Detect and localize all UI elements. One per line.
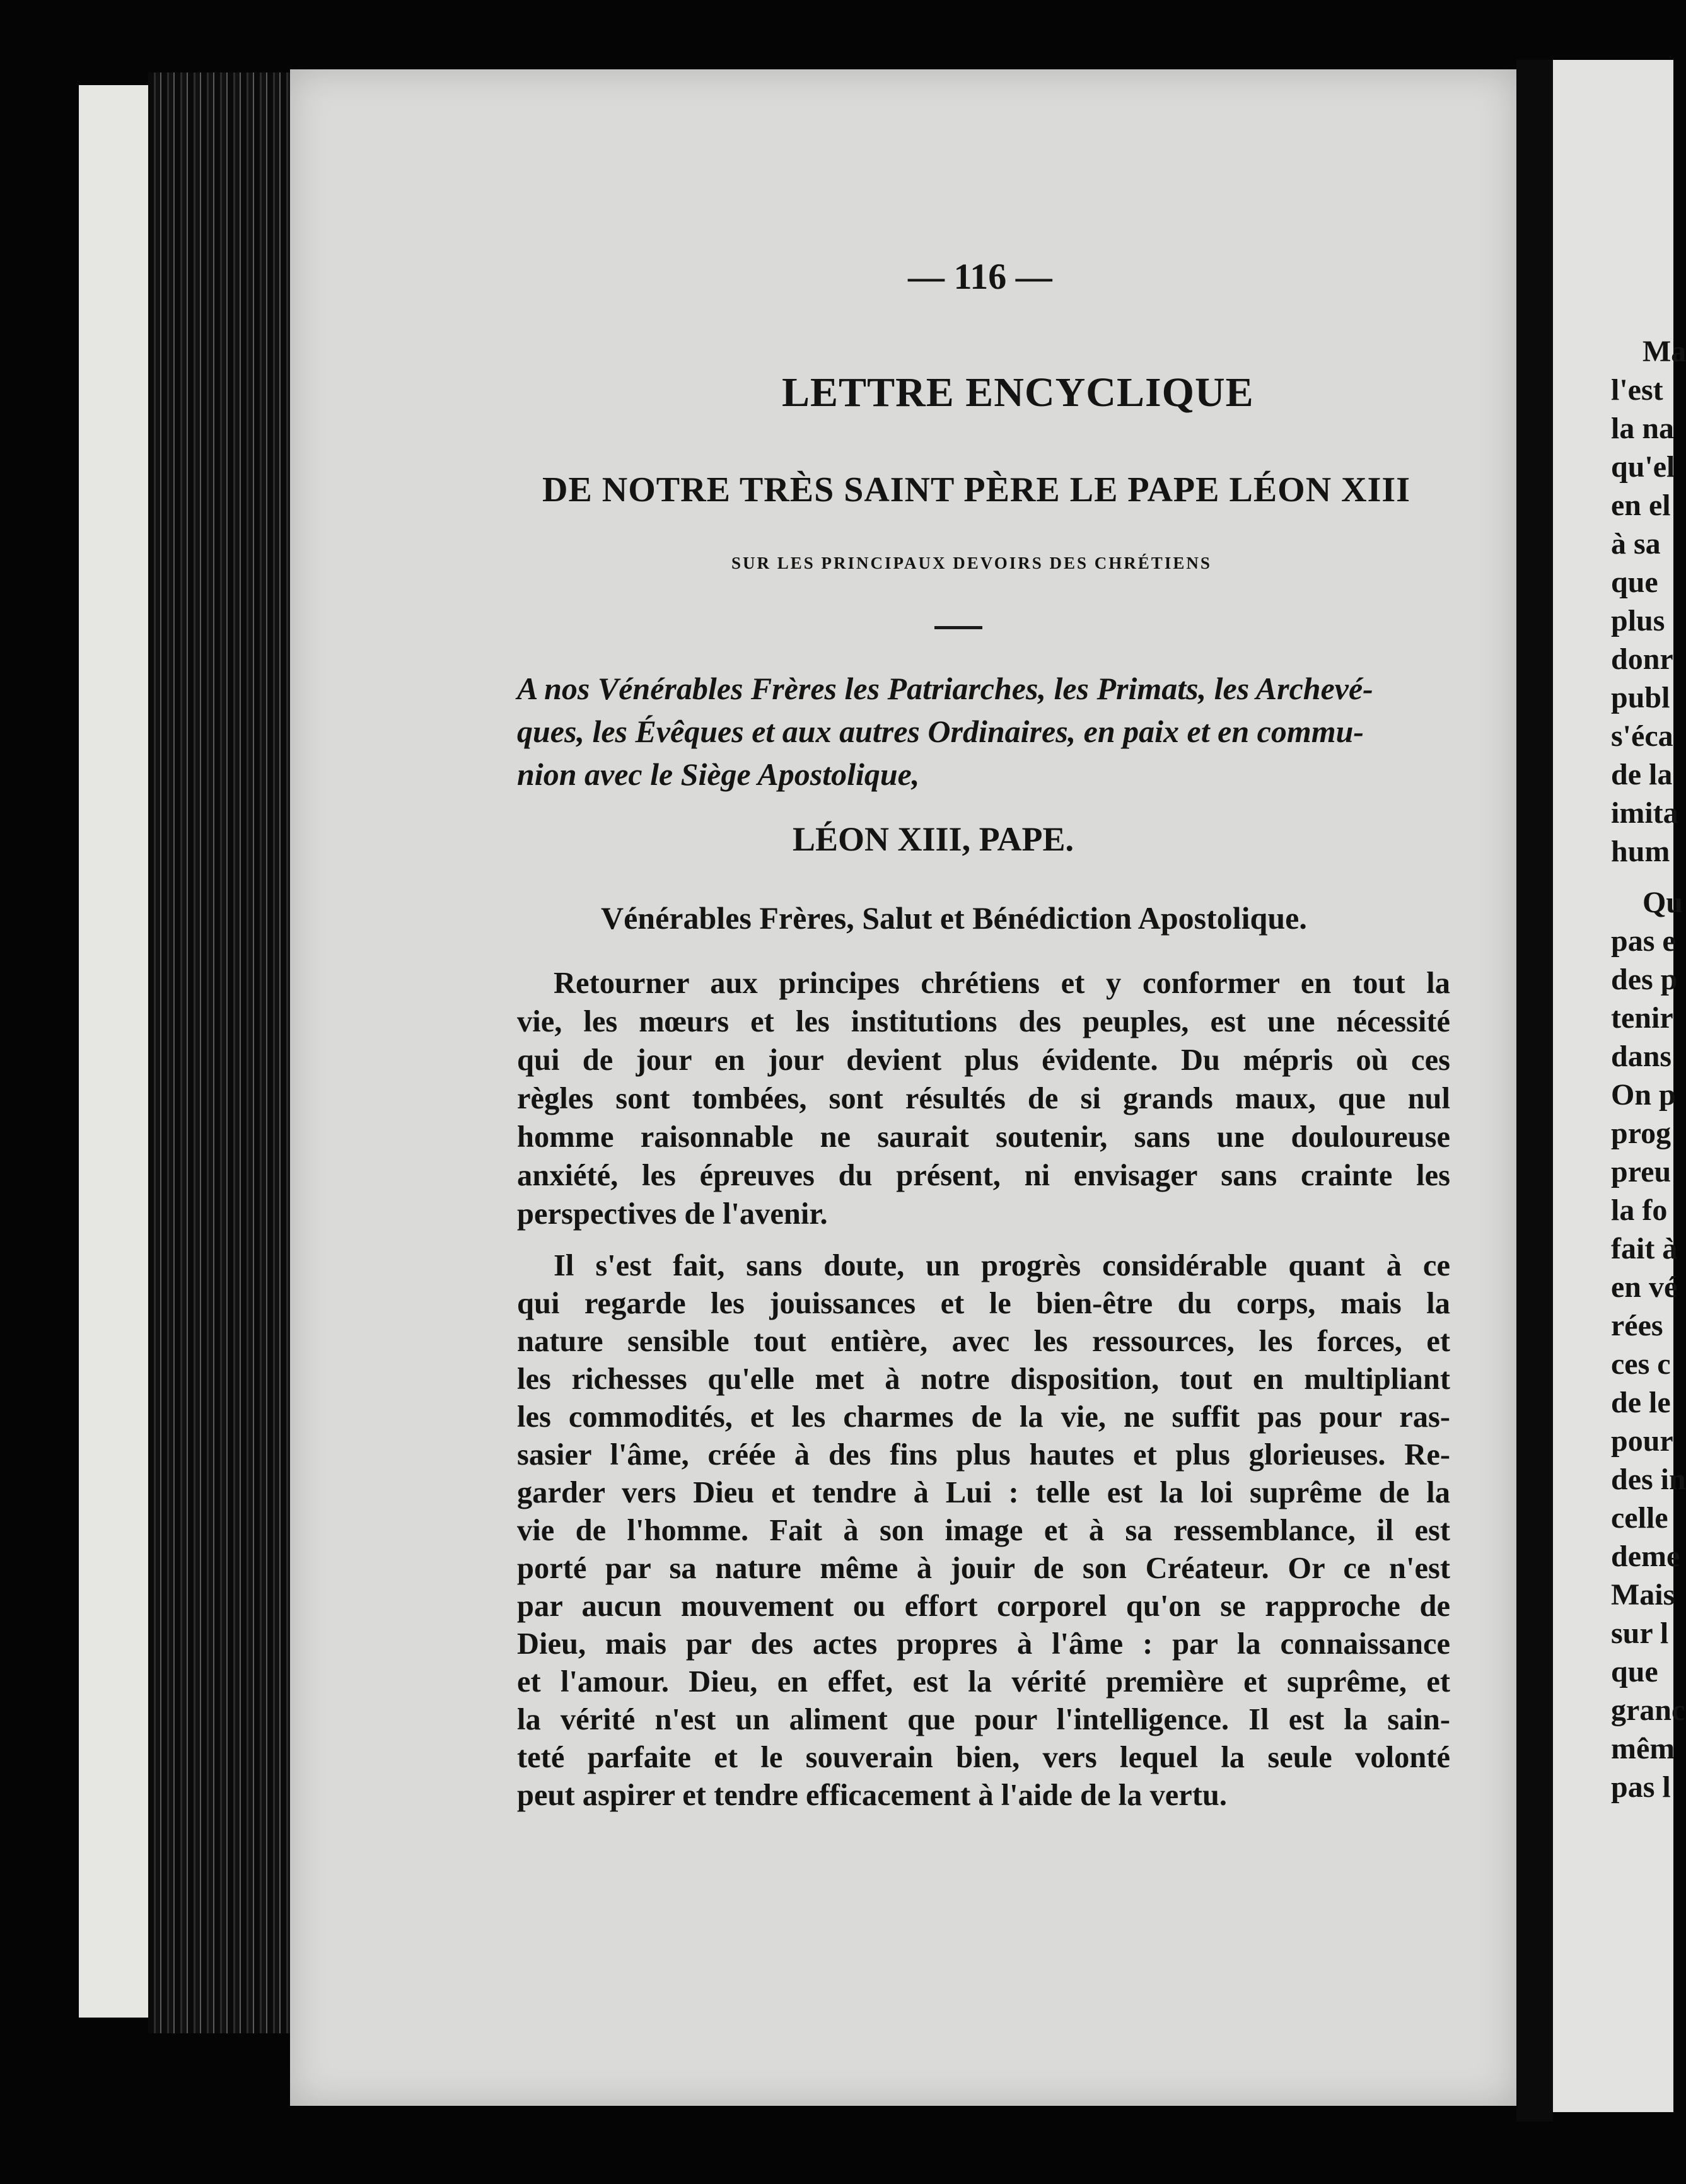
right-page-line: pas e bbox=[1611, 924, 1676, 958]
text-line: qui regarde les jouissances et le bien-être du corps, mais la bbox=[517, 1287, 1450, 1320]
right-page-line: On p bbox=[1611, 1078, 1676, 1112]
right-page-line: en vé bbox=[1611, 1270, 1678, 1304]
right-page-line: plus bbox=[1611, 604, 1665, 637]
right-page-line: tenir bbox=[1611, 1001, 1673, 1035]
document-subheading: SUR LES PRINCIPAUX DEVOIRS DES CHRÉTIENS bbox=[731, 554, 1212, 572]
text-line: Dieu, mais par des actes propres à l'âme : par la connaissance bbox=[517, 1627, 1450, 1661]
right-page-line: que bbox=[1611, 1655, 1658, 1688]
right-page-line: Ma bbox=[1642, 335, 1686, 368]
page-number: — 116 — bbox=[908, 256, 1052, 297]
right-page-line: dans bbox=[1611, 1040, 1672, 1073]
address-line: nion avec le Siège Apostolique, bbox=[517, 757, 920, 792]
right-page-line: de la bbox=[1611, 758, 1673, 791]
text-line: porté par sa nature même à jouir de son Créateur. Or ce n'est bbox=[517, 1552, 1450, 1585]
right-page-line: fait à bbox=[1611, 1232, 1678, 1265]
separator-rule bbox=[934, 626, 982, 629]
right-page-line: Mais bbox=[1611, 1578, 1675, 1612]
right-page-line: à sa bbox=[1611, 527, 1661, 561]
text-line: vie, les mœurs et les institutions des peuples, est une nécessité bbox=[517, 1005, 1450, 1038]
text-line: les richesses qu'elle met à notre disposition, tout en multipliant bbox=[517, 1362, 1450, 1396]
right-page-line: la fo bbox=[1611, 1194, 1668, 1227]
text-line: Retourner aux principes chrétiens et y conformer en tout la bbox=[554, 967, 1450, 1000]
text-line: nature sensible tout entière, avec les ressources, les forces, et bbox=[517, 1325, 1450, 1358]
text-line: vie de l'homme. Fait à son image et à sa ressemblance, il est bbox=[517, 1514, 1450, 1547]
text-line: garder vers Dieu et tendre à Lui : telle est la loi suprême de la bbox=[517, 1476, 1450, 1509]
right-page-line: preu bbox=[1611, 1155, 1671, 1188]
right-page-line: pour bbox=[1611, 1424, 1673, 1458]
page-edge-white bbox=[79, 85, 151, 2018]
text-line: perspectives de l'avenir. bbox=[517, 1197, 828, 1231]
text-line: et l'amour. Dieu, en effet, est la vérité première et suprême, et bbox=[517, 1665, 1450, 1699]
text-line: homme raisonnable ne saurait soutenir, sans une douloureuse bbox=[517, 1120, 1450, 1154]
right-page-line: donr bbox=[1611, 642, 1673, 676]
right-page-line: imita bbox=[1611, 796, 1678, 830]
text-line: anxiété, les épreuves du présent, ni envisager sans crainte les bbox=[517, 1159, 1450, 1192]
address-line: A nos Vénérables Frères les Patriarches, les Primats, les Archevé- bbox=[517, 671, 1373, 706]
right-page-line: s'éca bbox=[1611, 719, 1673, 753]
right-page-line: pas l bbox=[1611, 1770, 1671, 1804]
book-gutter bbox=[1516, 60, 1553, 2122]
right-page-line: des in bbox=[1611, 1463, 1686, 1496]
document-subtitle: DE NOTRE TRÈS SAINT PÈRE LE PAPE LÉON XIII bbox=[542, 470, 1411, 509]
text-line: Il s'est fait, sans doute, un progrès considérable quant à ce bbox=[554, 1249, 1450, 1282]
text-line: sasier l'âme, créée à des fins plus hautes et plus glorieuses. Re- bbox=[517, 1438, 1450, 1472]
right-page-line: granc bbox=[1611, 1693, 1685, 1727]
text-line: la vérité n'est un aliment que pour l'intelligence. Il est la sain- bbox=[517, 1703, 1450, 1736]
right-page-line: des p bbox=[1611, 963, 1678, 996]
text-line: par aucun mouvement ou effort corporel qu'on se rapproche de bbox=[517, 1589, 1450, 1623]
salutation: Vénérables Frères, Salut et Bénédiction Apostolique. bbox=[601, 900, 1307, 936]
right-page-line: publ bbox=[1611, 681, 1670, 714]
text-line: teté parfaite et le souverain bien, vers lequel la seule volonté bbox=[517, 1741, 1450, 1774]
document-title: LETTRE ENCYCLIQUE bbox=[782, 369, 1254, 415]
right-page-line: rées bbox=[1611, 1309, 1663, 1342]
right-page-line: prog bbox=[1611, 1117, 1671, 1150]
address-line: ques, les Évêques et aux autres Ordinaires, en paix et en commu- bbox=[517, 714, 1364, 749]
right-page-line: en el bbox=[1611, 489, 1671, 522]
text-line: qui de jour en jour devient plus évidente. Du mépris où ces bbox=[517, 1043, 1450, 1077]
right-page-line: de le bbox=[1611, 1386, 1671, 1419]
right-page-line: que bbox=[1611, 566, 1658, 599]
right-page-line: qu'el bbox=[1611, 450, 1675, 484]
right-page-line: deme bbox=[1611, 1540, 1680, 1573]
right-page-line: la na bbox=[1611, 412, 1675, 445]
right-page-line: celle bbox=[1611, 1501, 1668, 1535]
right-page-line: ces c bbox=[1611, 1347, 1671, 1381]
right-page-line: sur l bbox=[1611, 1617, 1669, 1650]
right-page-line: mêm bbox=[1611, 1732, 1675, 1765]
text-line: peut aspirer et tendre efficacement à l'aide de la vertu. bbox=[517, 1779, 1228, 1812]
right-page-line: Qu bbox=[1642, 886, 1683, 919]
right-page-line: hum bbox=[1611, 835, 1670, 868]
right-page-line: l'est bbox=[1611, 373, 1663, 407]
text-line: les commodités, et les charmes de la vie, ne suffit pas pour ras- bbox=[517, 1400, 1450, 1434]
page-edge-stack bbox=[148, 73, 290, 2033]
text-line: règles sont tombées, sont résultés de si grands maux, que nul bbox=[517, 1082, 1450, 1115]
pope-name: LÉON XIII, PAPE. bbox=[793, 820, 1074, 858]
